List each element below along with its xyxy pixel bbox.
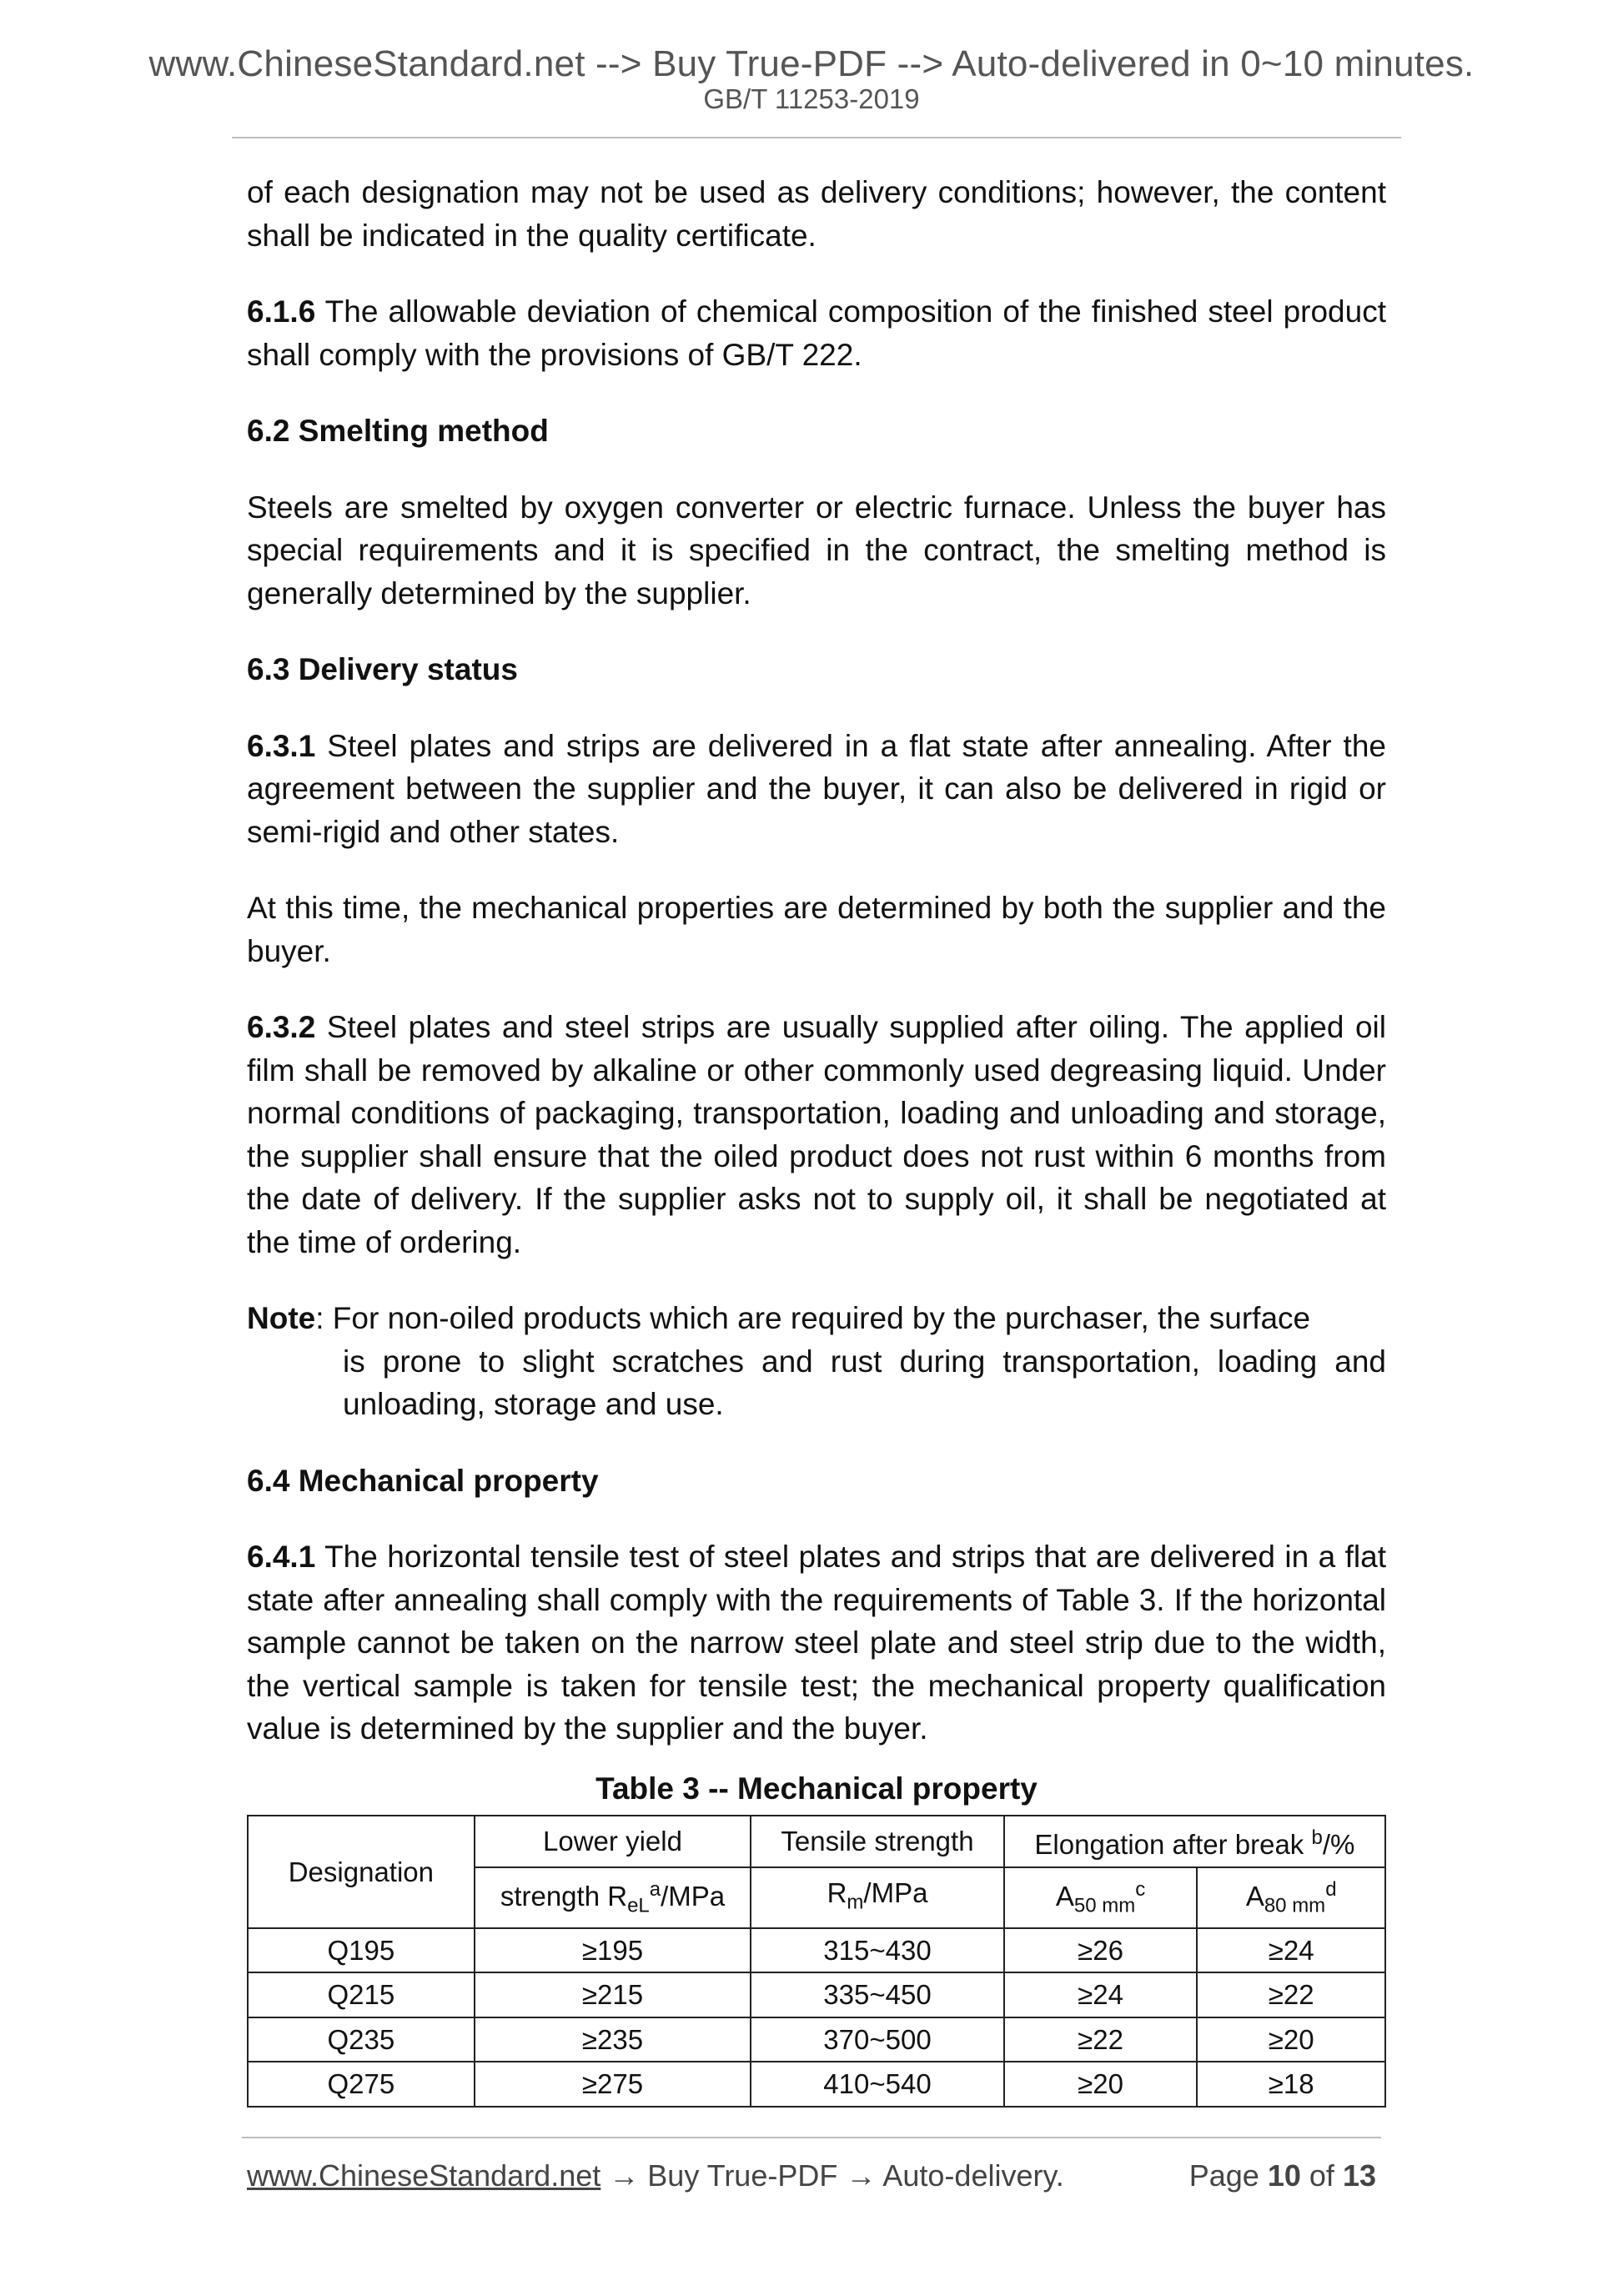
table-row — [248, 2017, 1385, 2062]
clause-6-3-1 — [247, 725, 1386, 854]
buy-text: Buy True-PDF — [647, 2158, 838, 2193]
footer-divider — [242, 2137, 1381, 2138]
table-row — [248, 2062, 1385, 2107]
clause-text: Steel plates and strips are delivered in a flat state after annealing. After the agreement between the supplier and the buyer, it can also be delivered in rigid or semi-rigid and other states. — [247, 728, 1386, 849]
table-row — [248, 1972, 1385, 2017]
table-row — [248, 1928, 1385, 1973]
clause-text: Steel plates and steel strips are usually supplied after oiling. The applied oil film shall be removed by alkaline or other commonly used degreasing liquid. Under normal conditions of packaging, transportation, loading and unloading and storage, the supplier shall ensure that the oiled product does not rust within 6 months from the date of delivery. If the supplier asks not to supply oil, it shall be negotiated at the time of ordering. — [247, 1010, 1386, 1259]
note-rest: is prone to slight scratches and rust during transportation, loading and unloading, storage and use. — [343, 1344, 1386, 1421]
arrow-icon: → — [609, 2158, 640, 2193]
cell-a50: ≥22 — [1004, 2017, 1198, 2062]
clause-number: 6.4.1 — [247, 1540, 316, 1574]
cell-yield: ≥275 — [475, 2062, 751, 2107]
cell-tensile: 370~500 — [751, 2017, 1004, 2062]
note-label: Note — [247, 1301, 316, 1335]
cell-a50: ≥20 — [1004, 2062, 1198, 2107]
header-a50: $A_{50 mm}^c$ — [1004, 1867, 1198, 1928]
header-a80: $A_{80 mm}^d$ — [1197, 1867, 1385, 1928]
header-yield-line1: Lower yield — [475, 1816, 751, 1867]
page-footer — [247, 2158, 1376, 2193]
cell-a80: ≥22 — [1197, 1972, 1385, 2017]
clause-number: 6.3.2 — [247, 1010, 316, 1044]
heading-6-2: 6.2 Smelting method — [247, 414, 549, 448]
cell-yield: ≥215 — [475, 1972, 751, 2017]
arrow-icon: → — [846, 2158, 877, 2193]
cell-designation: Q215 — [248, 1972, 475, 2017]
paragraph-continuation: of each designation may not be used as delivery conditions; however, the content shall be indicated in the quality certificate. — [247, 175, 1386, 253]
page-number: 10 — [1267, 2158, 1301, 2193]
clause-number: 6.3.1 — [247, 728, 316, 763]
table-caption: Table 3 -- Mechanical property — [595, 1771, 1038, 1806]
header-divider — [232, 137, 1401, 138]
clause-number: 6.1.6 — [247, 294, 316, 329]
cell-designation: Q275 — [248, 2062, 475, 2107]
cell-a80: ≥18 — [1197, 2062, 1385, 2107]
page-indicator: Page 10 of 13 — [1188, 2158, 1376, 2193]
cell-tensile: 315~430 — [751, 1928, 1004, 1973]
paragraph-6-3-1-b: At this time, the mechanical properties are determined by both the supplier and the buyer. — [247, 891, 1386, 968]
cell-a80: ≥20 — [1197, 2017, 1385, 2062]
cell-a50: ≥24 — [1004, 1972, 1198, 2017]
cell-designation: Q195 — [248, 1928, 475, 1973]
cell-tensile: 335~450 — [751, 1972, 1004, 2017]
clause-text: The horizontal tensile test of steel plates and strips that are delivered in a flat state after annealing shall comply with the requirements of Table 3. If the horizontal sample cannot be taken on the narrow steel plate and steel strip due to the width, the vertical sample is taken for tensile test; the mechanical property qualification value is determined by the supplier and the buyer. — [247, 1540, 1386, 1746]
header-yield-line2: strength $R_{eL}^a$/MPa — [475, 1867, 751, 1928]
cell-tensile: 410~540 — [751, 2062, 1004, 2107]
site-banner: www.ChineseStandard.net --> Buy True-PDF --> Auto-delivered in 0~10 minutes. — [148, 43, 1475, 84]
cell-a50: ≥26 — [1004, 1928, 1198, 1973]
heading-6-4: 6.4 Mechanical property — [247, 1463, 599, 1498]
mechanical-property-table — [247, 1815, 1386, 2108]
page-content — [247, 171, 1386, 2108]
auto-delivery-text: Auto-delivery. — [882, 2158, 1064, 2193]
paragraph-6-2: Steels are smelted by oxygen converter or electric furnace. Unless the buyer has special requirements and it is specified in the contract, the smelting method is generally determined by the supplier. — [247, 490, 1386, 610]
note-first-line: : For non-oiled products which are required by the purchaser, the surface — [315, 1301, 1311, 1335]
footer-left — [247, 2158, 1064, 2193]
cell-yield: ≥195 — [475, 1928, 751, 1973]
clause-text: The allowable deviation of chemical composition of the finished steel product shall comply with the provisions of GB/T 222. — [247, 294, 1386, 372]
page-total: 13 — [1342, 2158, 1376, 2193]
clause-6-1-6 — [247, 290, 1386, 376]
standard-code: GB/T 11253-2019 — [703, 83, 920, 114]
note-block — [247, 1297, 1386, 1426]
site-link[interactable]: www.ChineseStandard.net — [247, 2158, 601, 2193]
cell-a80: ≥24 — [1197, 1928, 1385, 1973]
header-elongation: Elongation after break $^b$/% — [1004, 1816, 1385, 1867]
header-tensile-line2: $R_m$/MPa — [751, 1867, 1004, 1928]
header-designation: Designation — [248, 1816, 475, 1928]
heading-6-3: 6.3 Delivery status — [247, 652, 518, 686]
header-tensile-line1: Tensile strength — [751, 1816, 1004, 1867]
cell-designation: Q235 — [248, 2017, 475, 2062]
clause-6-3-2 — [247, 1006, 1386, 1264]
clause-6-4-1 — [247, 1535, 1386, 1751]
cell-yield: ≥235 — [475, 2017, 751, 2062]
